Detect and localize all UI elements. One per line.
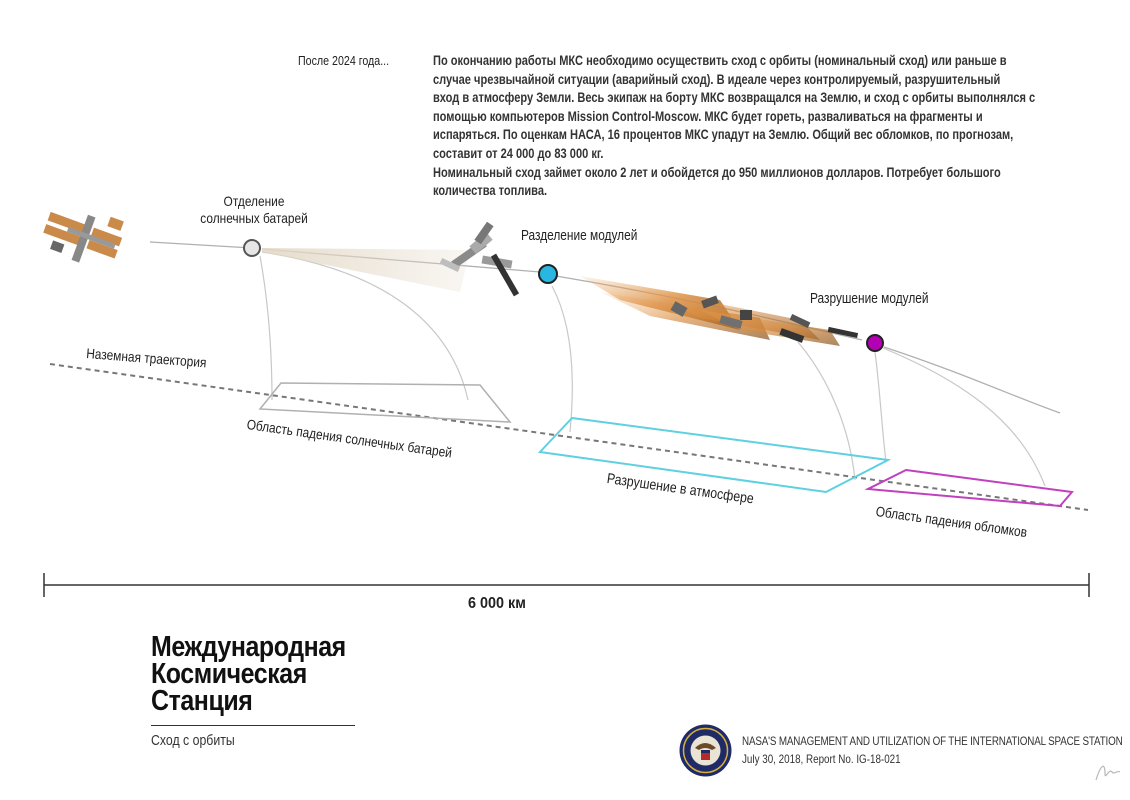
page-title — [151, 631, 361, 717]
module-separation-label: Разделение модулей — [521, 228, 638, 244]
descent-curves — [260, 252, 1045, 486]
atmosphere-zone — [540, 418, 888, 492]
atmosphere-zone-label: Разрушение в атмосфере — [605, 471, 755, 508]
after-2024-label: После 2024 года... — [298, 53, 390, 68]
solar-separation-label-line1: Отделение — [223, 193, 285, 209]
solar-fall-zone-label: Область падения солнечных батарей — [245, 416, 454, 461]
intro-line: испаряться. По оценкам НАСА, 16 процентов МКС упадут на Землю. Общий вес обломков, по прогнозам, — [433, 127, 1014, 143]
debris-zone-label: Область падения обломков — [874, 503, 1029, 541]
module-separation-marker — [539, 265, 557, 283]
ground-trajectory-line — [50, 364, 1088, 510]
intro-line: случае чрезвычайной ситуации (аварийный сход). В идеале через контролируемый, разрушительный — [433, 71, 1001, 87]
module-destruction-label: Разрушение модулей — [810, 291, 929, 307]
solar-separation-label — [188, 193, 321, 227]
intro-paragraph — [433, 52, 1035, 201]
solar-fall-zone — [260, 383, 510, 422]
title-line: Международная — [151, 631, 346, 663]
intro-line: составит от 24 000 до 83 000 кг. — [433, 145, 604, 161]
intro-line: По окончанию работы МКС необходимо осуществить сход с орбиты (номинальный сход) или раньше в — [433, 53, 1007, 68]
title-divider — [151, 725, 355, 726]
solar-separation-label-line2: солнечных батарей — [200, 210, 308, 226]
ground-trajectory-label: Наземная траектория — [85, 345, 208, 371]
scale-bar — [44, 573, 1089, 597]
report-date: July 30, 2018, Report No. IG-18-021 — [742, 752, 901, 766]
orbit-path — [150, 242, 1060, 413]
debris-zone — [868, 470, 1072, 506]
intro-line: Номинальный сход займет около 2 лет и обойдется до 950 миллионов долларов. Потребует большого — [433, 164, 1001, 180]
report-title: NASA'S MANAGEMENT AND UTILIZATION OF THE INTERNATIONAL SPACE STATION — [742, 734, 1123, 748]
title-line: Станция — [151, 685, 253, 717]
intro-line: помощью компьютеров Mission Control-Moscow. МКС будет гореть, разваливаться на фрагменты и — [433, 108, 983, 124]
oig-seal-icon — [679, 724, 732, 777]
intro-line: количества топлива. — [433, 183, 548, 199]
solar-separation-trail — [262, 248, 470, 292]
distance-label: 6 000 км — [468, 595, 526, 612]
solar-separation-marker — [244, 240, 260, 256]
module-destruction-marker — [867, 335, 883, 351]
page-subtitle: Сход с орбиты — [151, 732, 235, 749]
iss-station-icon — [38, 197, 128, 274]
intro-line: вход в атмосферу Земли. Весь экипаж на борту МКС возвращался на Землю, и сход с орбиты выполнялся с — [433, 90, 1036, 106]
title-line: Космическая — [151, 658, 307, 690]
burning-debris-stream — [580, 276, 858, 346]
author-signature-icon — [1093, 760, 1123, 784]
